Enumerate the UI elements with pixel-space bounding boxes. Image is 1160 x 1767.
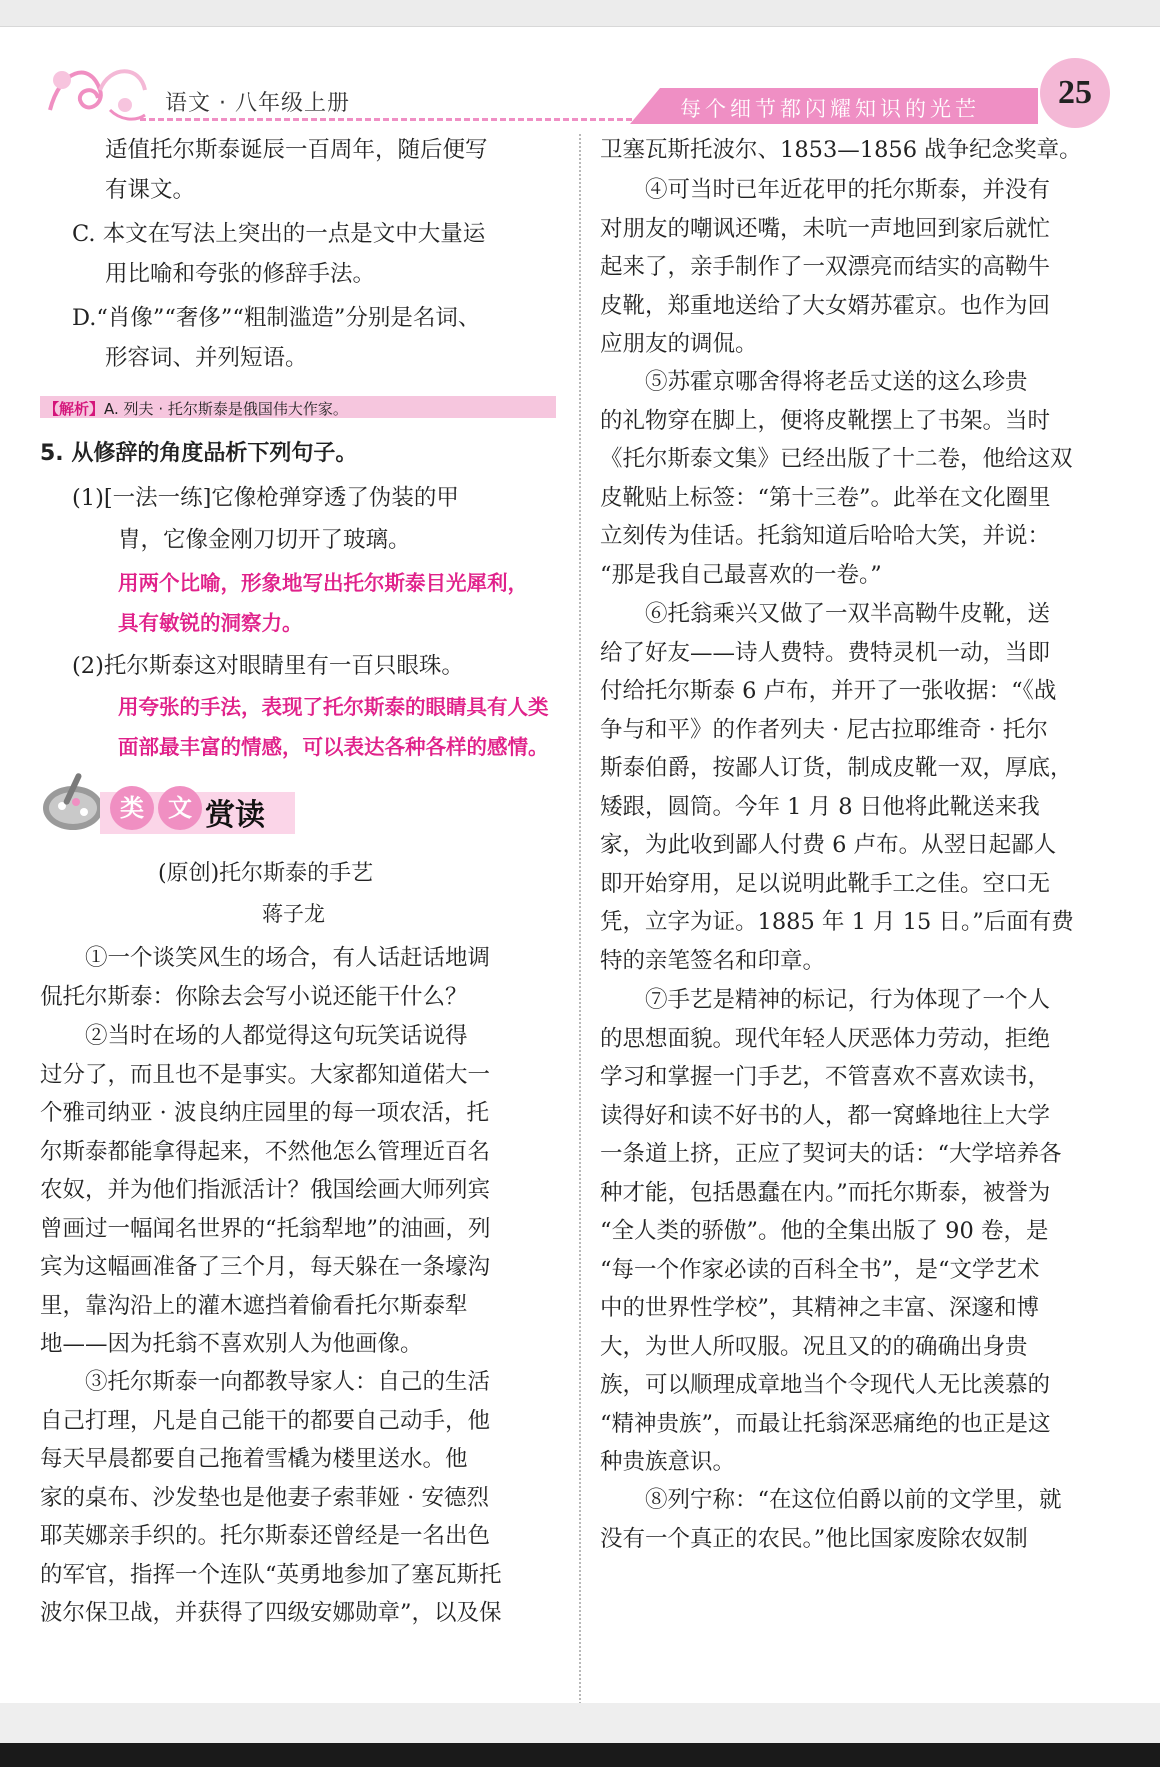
paragraph-line: 付给托尔斯泰 6 卢布，并开了一张收据：“《战 <box>600 678 1057 704</box>
floral-ornament-icon <box>40 50 150 130</box>
paragraph-line: 凭，立字为证。1885 年 1 月 15 日。”后面有费 <box>600 909 1074 935</box>
question-5-1-line: 胄，它像金刚刀切开了玻璃。 <box>118 527 411 553</box>
paragraph-line: 的礼物穿在脚上，便将皮靴摆上了书架。当时 <box>600 407 1051 434</box>
paragraph-line: 地——因为托翁不喜欢别人为他画像。 <box>40 1331 423 1357</box>
paragraph-line: 大，为世人所叹服。况且又的的确确出身贵 <box>600 1333 1028 1360</box>
header-motto: 每个细节都闪耀知识的光芒 <box>680 97 980 121</box>
section-heading-char: 文 <box>158 786 202 830</box>
section-heading-text: 赏读 <box>205 798 265 833</box>
paragraph-line: ⑥托翁乘兴又做了一双半高靿牛皮靴，送 <box>645 601 1051 627</box>
paragraph-line: 学习和掌握一门手艺，不管喜欢不喜欢读书， <box>600 1064 1051 1090</box>
paragraph-line: 矮跟，圆筒。今年 1 月 8 日他将此靴送来我 <box>600 793 1040 820</box>
option-c-line: C. 本文在写法上突出的一点是文中大量运 <box>72 221 486 247</box>
paragraph-line: 即开始穿用，足以说明此靴手工之佳。空口无 <box>600 870 1051 897</box>
paragraph-line: ②当时在场的人都觉得这句玩笑话说得 <box>85 1023 468 1049</box>
viewer-top-bar <box>0 0 1160 27</box>
paragraph-line: 波尔保卫战，并获得了四级安娜勋章”，以及保 <box>40 1600 502 1626</box>
paragraph-line: 曾画过一幅闻名世界的“托翁犁地”的油画，列 <box>40 1215 491 1242</box>
answer-5-1-line: 用两个比喻，形象地写出托尔斯泰目光犀利， <box>118 571 528 595</box>
paragraph-line: 族，可以顺理成章地当个令现代人无比羡慕的 <box>600 1372 1051 1398</box>
option-b-line: 适值托尔斯泰诞辰一百周年，随后便写 <box>105 137 488 163</box>
paragraph-line: 给了好友——诗人费特。费特灵机一动，当即 <box>600 639 1051 666</box>
paragraph-line: 读得好和读不好书的人，都一窝蜂地往上大学 <box>600 1102 1051 1129</box>
paragraph-line: 没有一个真正的农民。”他比国家废除农奴制 <box>600 1525 1028 1552</box>
question-5-2: (2)托尔斯泰这对眼睛里有一百只眼珠。 <box>72 653 464 679</box>
paragraph-line: ⑤苏霍京哪舍得将老岳丈送的这么珍贵 <box>645 369 1028 395</box>
paragraph-line: 争与和平》的作者列夫 · 尼古拉耶维奇 · 托尔 <box>600 716 1048 743</box>
paragraph-line: 个雅司纳亚 · 波良纳庄园里的每一项农活，托 <box>40 1100 489 1126</box>
paragraph-line: 特的亲笔签名和印章。 <box>600 947 826 974</box>
paragraph-line: 自己打理，凡是自己能干的都要自己动手，他 <box>40 1407 491 1434</box>
paragraph-line: 种贵族意识。 <box>600 1449 736 1475</box>
paragraph-line: 卫塞瓦斯托波尔、1853—1856 战争纪念奖章。 <box>600 137 1082 163</box>
paragraph-line: 皮靴贴上标签：“第十三卷”。此举在文化圈里 <box>600 484 1051 511</box>
paragraph-line: 侃托尔斯泰：你除去会写小说还能干什么？ <box>40 983 468 1010</box>
paragraph-line: ⑦手艺是精神的标记，行为体现了一个人 <box>645 987 1051 1013</box>
article-title: (原创)托尔斯泰的手艺 <box>158 861 374 886</box>
paragraph-line: “精神贵族”，而最让托翁深恶痛绝的也正是这 <box>600 1410 1051 1437</box>
paragraph-line: 耶芙娜亲手织的。托尔斯泰还曾经是一名出色 <box>40 1523 491 1549</box>
paragraph-line: 斯泰伯爵，按鄙人订货，制成皮靴一双，厚底， <box>600 755 1073 781</box>
option-c-line: 用比喻和夸张的修辞手法。 <box>105 261 376 287</box>
analysis <box>44 398 348 419</box>
paragraph-line: 应朋友的调侃。 <box>600 331 758 357</box>
answer-5-2-line: 用夸张的手法，表现了托尔斯泰的眼睛具有人类 <box>118 695 549 719</box>
paragraph-line: “每一个作家必读的百科全书”，是“文学艺术 <box>600 1256 1040 1283</box>
article-author: 蒋子龙 <box>262 902 325 926</box>
paragraph-line: 《托尔斯泰文集》已经出版了十二卷，他给这双 <box>600 446 1073 472</box>
viewer-bottom-bar <box>0 1743 1160 1767</box>
paragraph-line: ⑧列宁称：“在这位伯爵以前的文学里，就 <box>645 1487 1062 1513</box>
paragraph-line: 对朋友的嘲讽还嘴，未吭一声地回到家后就忙 <box>600 215 1051 242</box>
question-5-title: 5. 从修辞的角度品析下列句子。 <box>40 441 358 466</box>
paragraph-line: 起来了，亲手制作了一双漂亮而结实的高靿牛 <box>600 254 1051 280</box>
paragraph-line: 家，为此收到鄙人付费 6 卢布。从翌日起鄙人 <box>600 832 1057 858</box>
section-heading-char: 类 <box>110 786 154 830</box>
paragraph-line: “那是我自己最喜欢的一卷。” <box>600 561 882 588</box>
question-5-1-line: (1)[一法一练]它像枪弹穿透了伪装的甲 <box>72 485 459 511</box>
paragraph-line: 过分了，而且也不是事实。大家都知道偌大一 <box>40 1061 491 1088</box>
page-number: 25 <box>1040 58 1110 128</box>
paragraph-line: 一条道上挤，正应了契诃夫的话：“大学培养各 <box>600 1141 1062 1167</box>
paragraph-line: 家的桌布、沙发垫也是他妻子索菲娅 · 安德烈 <box>40 1484 489 1511</box>
header-dashed-line <box>140 118 650 121</box>
option-d-line: D.“肖像”“奢侈”“粗制滥造”分别是名词、 <box>72 305 481 331</box>
viewer-bottom-gray <box>0 1703 1160 1743</box>
column-divider <box>579 134 581 1704</box>
paragraph-line: “全人类的骄傲”。他的全集出版了 90 卷，是 <box>600 1218 1049 1244</box>
paragraph-line: ③托尔斯泰一向都教导家人：自己的生活 <box>85 1369 491 1395</box>
palette-icon <box>40 768 106 834</box>
paragraph-line: 每天早晨都要自己拖着雪橇为楼里送水。他 <box>40 1446 468 1472</box>
paragraph-line: 宾为这幅画准备了三个月，每天躲在一条壕沟 <box>40 1254 491 1280</box>
option-b-line: 有课文。 <box>105 177 196 203</box>
paragraph-line: 种才能，包括愚蠢在内。”而托尔斯泰，被誉为 <box>600 1179 1051 1206</box>
paragraph-line: 的思想面貌。现代年轻人厌恶体力劳动，拒绝 <box>600 1025 1051 1052</box>
header-subject: 语文 · 八年级上册 <box>165 91 350 116</box>
analysis-tag: 【解析】 <box>44 400 105 418</box>
analysis-body: A. 列夫 · 托尔斯泰是俄国伟大作家。 <box>104 400 348 418</box>
paragraph-line: 里，靠沟沿上的灌木遮挡着偷看托尔斯泰犁 <box>40 1292 468 1319</box>
paragraph-line: ①一个谈笑风生的场合，有人话赶话地调 <box>85 945 491 971</box>
paragraph-line: 立刻传为佳话。托翁知道后哈哈大笑，并说： <box>600 523 1051 549</box>
paragraph-line: 尔斯泰都能拿得起来，不然他怎么管理近百名 <box>40 1138 491 1165</box>
paragraph-line: ④可当时已年近花甲的托尔斯泰，并没有 <box>645 177 1051 203</box>
paragraph-line: 皮靴，郑重地送给了大女婿苏霍京。也作为回 <box>600 292 1051 319</box>
paragraph-line: 的军官，指挥一个连队“英勇地参加了塞瓦斯托 <box>40 1561 502 1588</box>
paragraph-line: 中的世界性学校”，其精神之丰富、深邃和博 <box>600 1295 1040 1321</box>
answer-5-2-line: 面部最丰富的情感，可以表达各种各样的感情。 <box>118 735 549 759</box>
paragraph-line: 农奴，并为他们指派活计？俄国绘画大师列宾 <box>40 1177 491 1203</box>
option-d-line: 形容词、并列短语。 <box>105 345 308 371</box>
answer-5-1-line: 具有敏锐的洞察力。 <box>118 611 303 635</box>
